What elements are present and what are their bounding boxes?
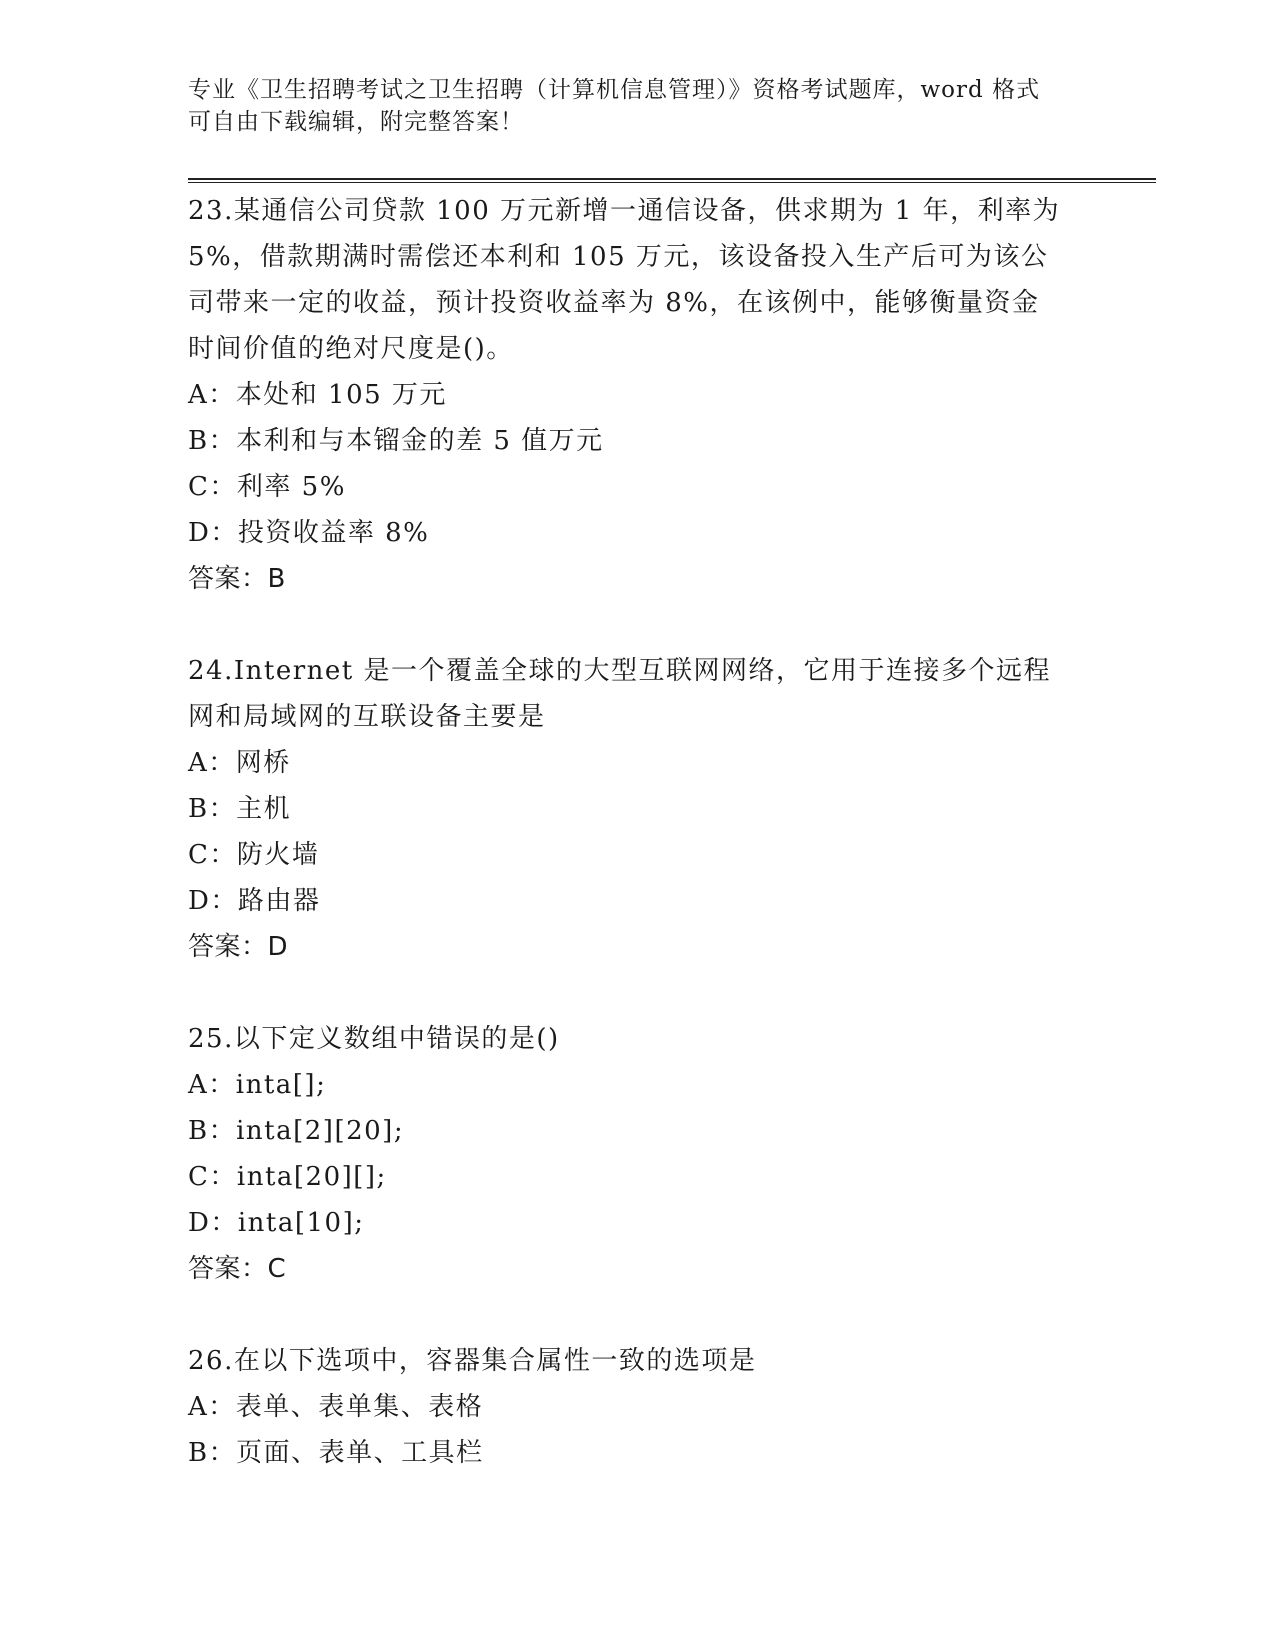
question-stem-line: 23.某通信公司贷款 100 万元新增一通信设备，供求期为 1 年，利率为 xyxy=(188,196,1061,226)
option-d: D：路由器 xyxy=(188,886,321,916)
option-a: A：inta[]; xyxy=(188,1070,327,1100)
option-b: B：本利和与本镏金的差 5 值万元 xyxy=(188,426,604,456)
answer-label: 答案：B xyxy=(188,564,286,594)
question-stem-line: 网和局域网的互联设备主要是 xyxy=(188,702,546,732)
question-25 xyxy=(188,1016,1088,1292)
question-23 xyxy=(188,188,1088,602)
question-stem-line: 时间价值的绝对尺度是()。 xyxy=(188,334,514,364)
header-line-2: 可自由下载编辑，附完整答案！ xyxy=(188,109,524,135)
answer-label: 答案：C xyxy=(188,1254,287,1284)
question-stem-line: 5%，借款期满时需偿还本利和 105 万元，该设备投入生产后可为该公 xyxy=(188,242,1049,272)
option-d: D：投资收益率 8% xyxy=(188,518,430,548)
question-stem-line: 25.以下定义数组中错误的是() xyxy=(188,1024,560,1054)
option-a: A：本处和 105 万元 xyxy=(188,380,447,410)
option-c: C：inta[20][]; xyxy=(188,1162,387,1192)
question-26 xyxy=(188,1338,1088,1476)
question-stem-line: 24.Internet 是一个覆盖全球的大型互联网网络，它用于连接多个远程 xyxy=(188,656,1051,686)
option-b: B：inta[2][20]; xyxy=(188,1116,405,1146)
option-a: A：网桥 xyxy=(188,748,291,778)
option-b: B：主机 xyxy=(188,794,292,824)
option-c: C：防火墙 xyxy=(188,840,320,870)
option-c: C：利率 5% xyxy=(188,472,346,502)
answer-label: 答案：D xyxy=(188,932,289,962)
option-b: B：页面、表单、工具栏 xyxy=(188,1438,484,1468)
question-stem-line: 26.在以下选项中，容器集合属性一致的选项是 xyxy=(188,1346,757,1376)
option-d: D：inta[10]; xyxy=(188,1208,365,1238)
question-24 xyxy=(188,648,1088,970)
header-line-1: 专业《卫生招聘考试之卫生招聘（计算机信息管理）》资格考试题库，word 格式 xyxy=(188,77,1041,103)
question-stem-line: 司带来一定的收益，预计投资收益率为 8%，在该例中，能够衡量资金 xyxy=(188,288,1040,318)
page-header xyxy=(188,74,1088,138)
question-list xyxy=(188,188,1088,1476)
header-divider xyxy=(188,178,1156,183)
option-a: A：表单、表单集、表格 xyxy=(188,1392,484,1422)
